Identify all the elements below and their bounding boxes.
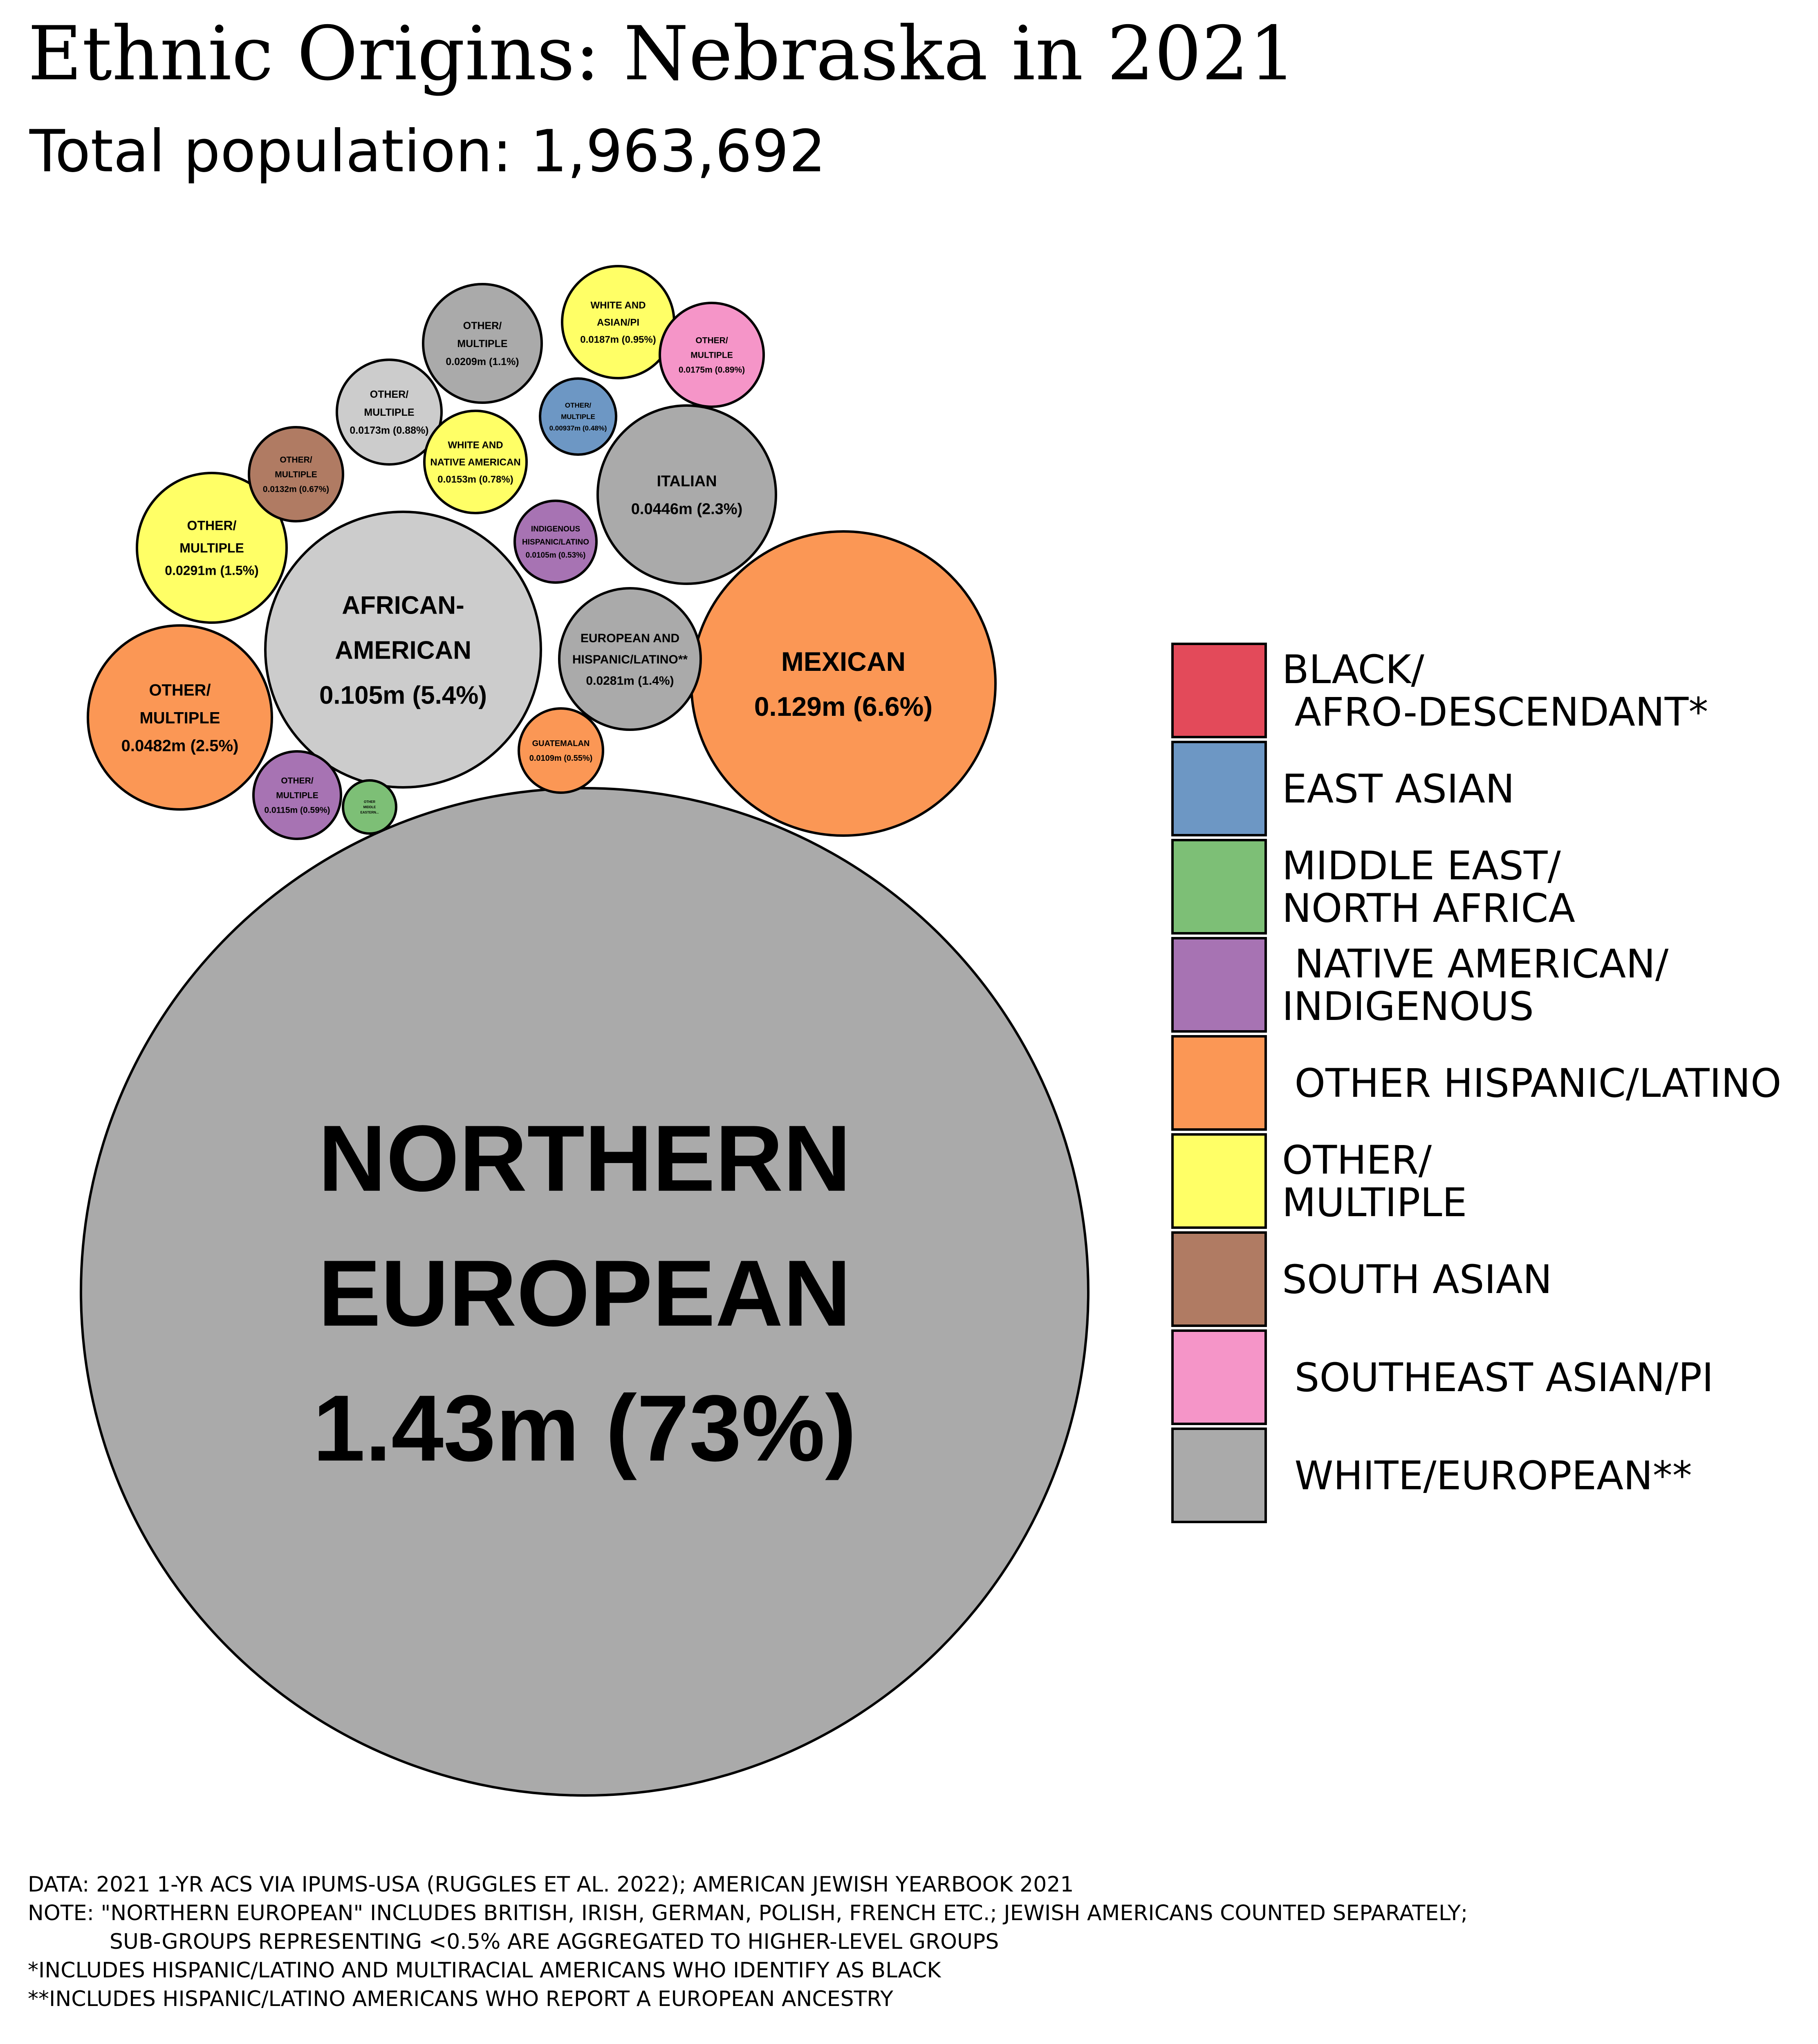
chart-subtitle: Total population: 1,963,692 (29, 118, 826, 185)
bubble-11-label-1: NATIVE AMERICAN (430, 457, 521, 468)
legend-swatch-1 (1172, 742, 1266, 835)
chart-title: Ethnic Origins: Nebraska in 2021 (28, 10, 1296, 97)
legend-swatch-3 (1172, 938, 1266, 1031)
bubble-12-label-0: OTHER/ (280, 455, 312, 465)
bubble-8-label-2: 0.0187m (0.95%) (580, 334, 656, 345)
legend-label-8-0: WHITE/EUROPEAN** (1282, 1453, 1692, 1499)
bubble-7-label-0: OTHER/ (463, 320, 502, 332)
black-footnote: *INCLUDES HISPANIC/LATINO AND MULTIRACIAL AMERICANS WHO IDENTIFY AS BLACK (28, 1958, 941, 1983)
bubble-5-label-0: OTHER/ (187, 518, 237, 533)
bubble-11-label-0: WHITE AND (448, 439, 503, 451)
bubble-9-label-1: MULTIPLE (690, 350, 733, 360)
bubble-10-label-0: OTHER/ (370, 389, 409, 400)
bubble-10-label-2: 0.0173m (0.88%) (350, 425, 429, 436)
bubble-6-label-2: 0.0281m (1.4%) (586, 674, 674, 688)
legend-swatch-5 (1172, 1134, 1266, 1228)
bubble-8-label-1: ASIAN/PI (596, 317, 640, 328)
footnotes (28, 1870, 1468, 2013)
bubble-16-label-2: 0.00937m (0.48%) (549, 424, 607, 433)
legend-label-6-0: SOUTH ASIAN (1282, 1257, 1552, 1302)
bubble-0-label-2: 1.43m (73%) (313, 1375, 856, 1481)
bubble-7-label-1: MULTIPLE (457, 338, 508, 350)
bubble-15-label-2: 0.0105m (0.53%) (525, 551, 586, 560)
bubble-13-label-0: OTHER/ (281, 776, 314, 786)
bubble-1-label-1: 0.129m (6.6%) (754, 691, 933, 722)
bubble-11-label-2: 0.0153m (0.78%) (437, 474, 513, 485)
bubble-17-label-2: EASTERN... (360, 810, 379, 814)
bubble-16-label-0: OTHER/ (565, 401, 592, 410)
bubble-15-label-1: HISPANIC/LATINO (522, 538, 589, 547)
legend-label-3-1: INDIGENOUS (1282, 984, 1534, 1029)
bubble-2-label-1: AMERICAN (334, 636, 472, 665)
bubble-4 (598, 406, 776, 584)
bubble-10-label-1: MULTIPLE (364, 407, 415, 418)
legend-swatch-2 (1172, 840, 1266, 933)
legend-label-0-1: AFRO-DESCENDANT* (1282, 689, 1708, 735)
legend-label-3-0: NATIVE AMERICAN/ (1282, 941, 1669, 987)
bubble-12-label-1: MULTIPLE (275, 470, 317, 480)
bubble-8-label-0: WHITE AND (590, 300, 646, 311)
bubble-6-label-0: EUROPEAN AND (580, 631, 680, 645)
legend-swatch-8 (1172, 1429, 1266, 1522)
european-footnote: **INCLUDES HISPANIC/LATINO AMERICANS WHO REPORT A EUROPEAN ANCESTRY (28, 1987, 893, 2011)
legend-label-5-0: OTHER/ (1282, 1137, 1432, 1183)
legend-swatch-0 (1172, 644, 1266, 737)
legend-label-0-0: BLACK/ (1282, 647, 1424, 693)
legend-label-5-1: MULTIPLE (1282, 1180, 1467, 1226)
bubble-14-label-0: GUATEMALAN (532, 739, 590, 749)
bubble-5-label-1: MULTIPLE (179, 540, 244, 556)
legend-label-4-0: OTHER HISPANIC/LATINO (1282, 1060, 1782, 1106)
legend-label-1-0: EAST ASIAN (1282, 766, 1515, 812)
bubble-4-label-1: 0.0446m (2.3%) (631, 500, 743, 518)
bubble-1-label-0: MEXICAN (781, 646, 906, 677)
bubble-7-label-2: 0.0209m (1.1%) (446, 356, 519, 368)
note-line-1: NOTE: "NORTHERN EUROPEAN" INCLUDES BRITISH, IRISH, GERMAN, POLISH, FRENCH ETC.; JEWISH AMERICANS COUNTED SEPARATELY; (28, 1901, 1468, 1925)
bubble-13-label-1: MULTIPLE (276, 791, 318, 800)
legend-label-2-0: MIDDLE EAST/ (1282, 843, 1561, 889)
bubble-3-label-2: 0.0482m (2.5%) (121, 737, 239, 755)
note-line-2: SUB-GROUPS REPRESENTING <0.5% ARE AGGREGATED TO HIGHER-LEVEL GROUPS (110, 1930, 999, 1954)
data-source-note: DATA: 2021 1-YR ACS VIA IPUMS-USA (RUGGLES ET AL. 2022); AMERICAN JEWISH YEARBOOK 2021 (28, 1872, 1074, 1897)
bubbles-group (81, 266, 1088, 1795)
bubble-6-label-1: HISPANIC/LATINO** (572, 652, 688, 666)
bubble-13-label-2: 0.0115m (0.59%) (264, 805, 330, 815)
legend-label-2-1: NORTH AFRICA (1282, 885, 1576, 931)
bubble-2-label-2: 0.105m (5.4%) (319, 681, 487, 710)
bubble-3-label-1: MULTIPLE (139, 709, 220, 727)
bubble-0-label-1: EUROPEAN (318, 1240, 851, 1346)
bubble-15-label-0: INDIGENOUS (531, 524, 581, 533)
bubble-5-label-2: 0.0291m (1.5%) (165, 563, 259, 578)
legend-label-7-0: SOUTHEAST ASIAN/PI (1282, 1355, 1714, 1401)
bubble-14-label-1: 0.0109m (0.55%) (529, 754, 593, 763)
bubble-9-label-0: OTHER/ (695, 336, 728, 345)
bubble-2-label-0: AFRICAN- (342, 591, 464, 620)
bubble-9-label-2: 0.0175m (0.89%) (678, 365, 745, 375)
legend-swatch-6 (1172, 1233, 1266, 1326)
legend-swatch-7 (1172, 1331, 1266, 1424)
bubble-4-label-0: ITALIAN (657, 473, 717, 490)
legend (1172, 644, 1781, 1522)
bubble-16-label-1: MULTIPLE (561, 413, 595, 421)
bubble-0-label-0: NORTHERN (318, 1105, 851, 1211)
bubble-1 (691, 531, 995, 836)
bubble-17-label-1: MIDDLE (363, 805, 376, 809)
bubble-12-label-2: 0.0132m (0.67%) (262, 484, 330, 494)
bubble-3-label-0: OTHER/ (149, 681, 211, 699)
legend-swatch-4 (1172, 1036, 1266, 1130)
bubble-17-label-0: OTHER (364, 800, 375, 804)
bubble-14 (519, 708, 603, 793)
